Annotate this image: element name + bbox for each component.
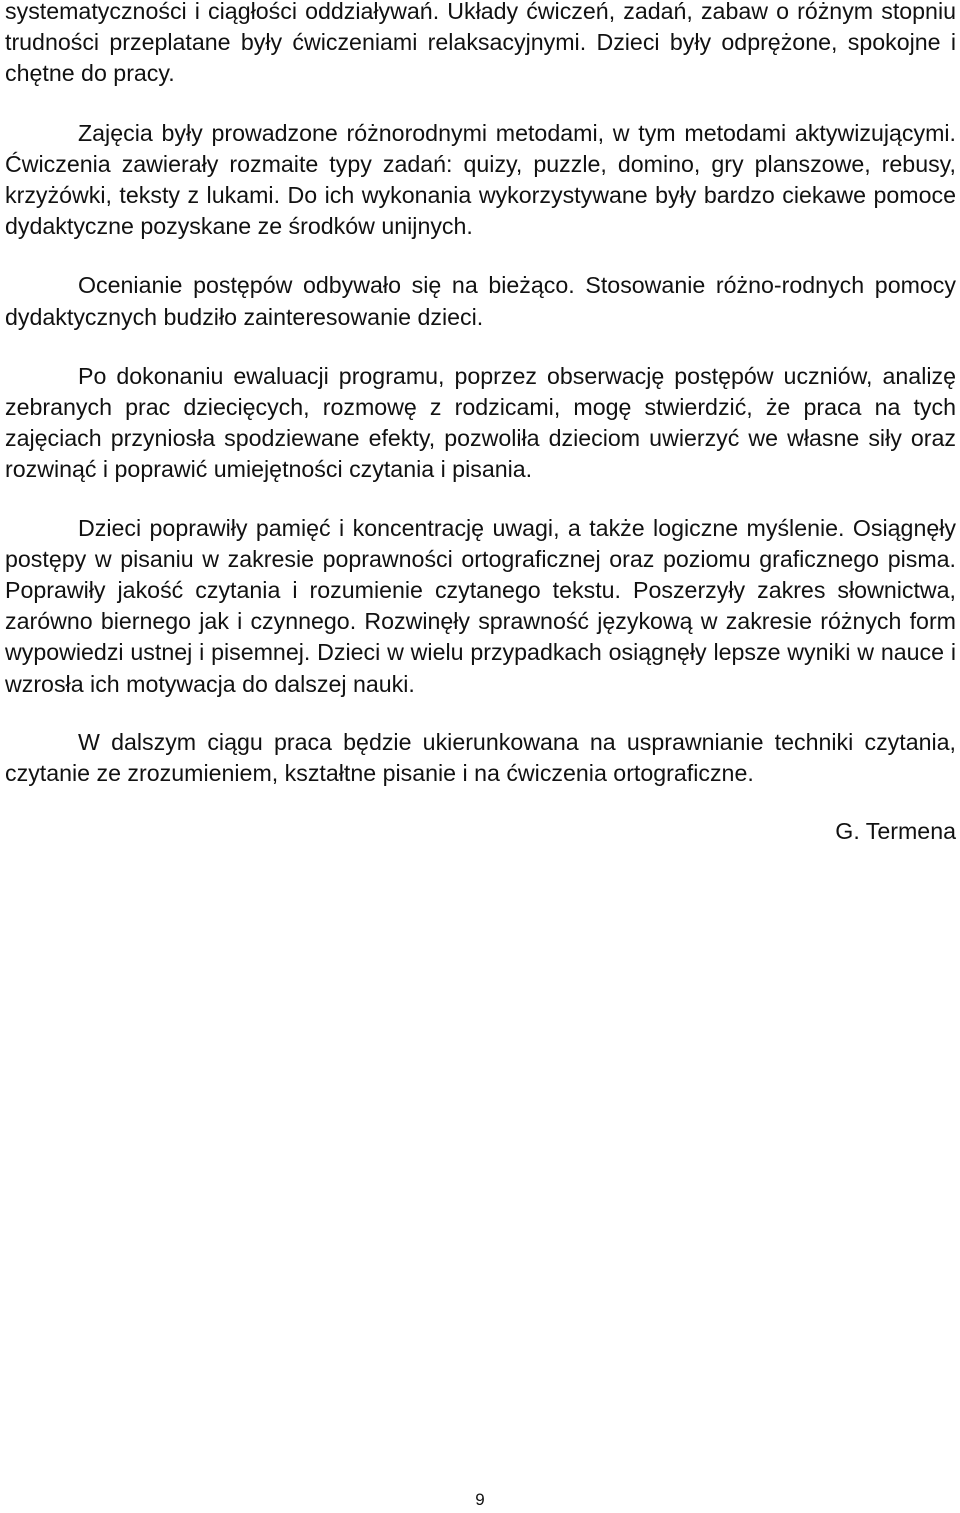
paragraph-outcomes: Dzieci poprawiły pamięć i koncentrację uwagi, a także logiczne myślenie. Osiągnęły postępy w pisaniu w zakresie poprawności ortograficznej oraz poziomu graficznego pisma. Poprawiły jakość czytania i rozumienie czytanego tekstu. Poszerzyły zakres słownictwa, zarówno biernego jak i czynnego. Rozwinęły sprawność językową w zakresie różnych form wypowiedzi ustnej i pisemnej. Dzieci w wielu przypadkach osiągnęły lepsze wyniki w nauce i wzrosła ich motywacja do dalszej nauki. bbox=[5, 514, 956, 697]
paragraph-future-work: W dalszym ciągu praca będzie ukierunkowana na usprawnianie techniki czytania, czytanie ze zrozumieniem, kształtne pisanie i na ćwiczenia ortograficzne. bbox=[5, 728, 956, 787]
paragraph-evaluation: Po dokonaniu ewaluacji programu, poprzez obserwację postępów uczniów, analizę zebranych prac dziecięcych, rozmowę z rodzicami, mogę stwierdzić, że praca na tych zajęciach przyniosła spodziewane efekty, pozwoliła dzieciom uwierzyć we własne siły oraz rozwinąć i poprawić umiejętności czytania i pisania. bbox=[5, 362, 956, 483]
document-page bbox=[5, 0, 956, 847]
author-signature: G. Termena bbox=[835, 818, 956, 845]
paragraph-assessment: Ocenianie postępów odbywało się na bieżąco. Stosowanie różno-rodnych pomocy dydaktycznych budziło zainteresowanie dzieci. bbox=[5, 272, 956, 330]
page-number: 9 bbox=[475, 1490, 485, 1509]
paragraph-methods: Zajęcia były prowadzone różnorodnymi metodami, w tym metodami aktywizującymi. Ćwiczenia zawierały rozmaite typy zadań: quizy, puzzle, domino, gry planszowe, rebusy, krzyżówki, teksty z lukami. Do ich wykonania wykorzystywane były bardzo ciekawe pomoce dydaktyczne pozyskane ze środków unijnych. bbox=[5, 119, 956, 240]
paragraph-continuation: systematyczności i ciągłości oddziaływań. Układy ćwiczeń, zadań, zabaw o różnym stopniu trudności przeplatane były ćwiczeniami relaksacyjnymi. Dzieci były odprężone, spokojne i chętne do pracy. bbox=[5, 0, 956, 87]
